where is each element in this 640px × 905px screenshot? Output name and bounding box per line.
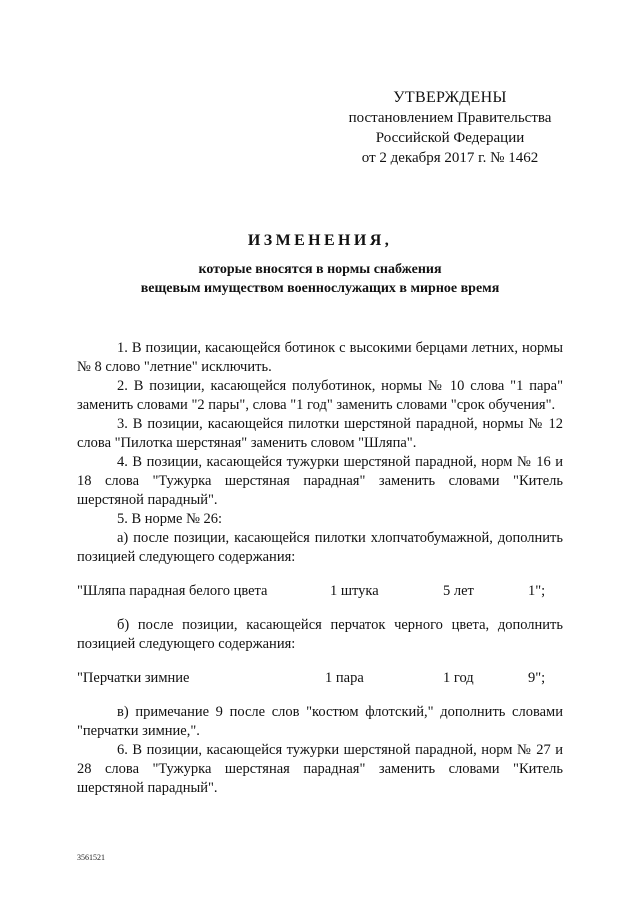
approval-line-2: Российской Федерации (375, 130, 525, 146)
document-body (77, 339, 563, 798)
row-gloves-qty: 1 пара (325, 670, 364, 686)
subtitle-line-1: которые вносятся в нормы снабжения (198, 262, 442, 277)
item-1: 1. В позиции, касающейся ботинок с высокими берцами летних, нормы № 8 слово "летние" исключить. (77, 340, 563, 375)
item-2: 2. В позиции, касающейся полуботинок, нормы № 10 слова "1 пара" заменить словами "2 пары", слова "1 год" заменить словами "срок обучения". (77, 378, 563, 413)
document-title: ИЗМЕНЕНИЯ, (247, 232, 393, 249)
document-code: 3561521 (77, 853, 105, 862)
approval-line-1: постановлением Правительства (348, 110, 552, 126)
document-subtitle (0, 260, 640, 298)
row-hat-term: 5 лет (443, 583, 474, 599)
item-6: 6. В позиции, касающейся тужурки шерстяной парадной, норм № 27 и 28 слова "Тужурка шерстяная парадная" заменить словами "Китель шерстяной парадный". (77, 742, 563, 796)
insert-row-hat (77, 582, 563, 601)
approval-line-3: от 2 декабря 2017 г. № 1462 (361, 150, 539, 166)
item-5c: в) примечание 9 после слов "костюм флотский," дополнить словами "перчатки зимние,". (77, 704, 563, 739)
row-gloves-note: 9"; (528, 670, 546, 686)
approval-block (320, 88, 580, 168)
item-5a: а) после позиции, касающейся пилотки хлопчатобумажной, дополнить позицией следующего содержания: (77, 530, 563, 565)
row-gloves-term: 1 год (443, 670, 474, 686)
approval-heading: УТВЕРЖДЕНЫ (393, 89, 507, 106)
row-gloves-name: "Перчатки зимние (77, 670, 190, 686)
row-hat-name: "Шляпа парадная белого цвета (77, 583, 268, 599)
row-hat-qty: 1 штука (330, 583, 379, 599)
item-5: 5. В норме № 26: (117, 511, 223, 527)
item-3: 3. В позиции, касающейся пилотки шерстяной парадной, нормы № 12 слова "Пилотка шерстяная" заменить словом "Шляпа". (77, 416, 563, 451)
item-5b: б) после позиции, касающейся перчаток черного цвета, дополнить позицией следующего содержания: (77, 617, 563, 652)
item-4: 4. В позиции, касающейся тужурки шерстяной парадной, норм № 16 и 18 слова "Тужурка шерстяная парадная" заменить словами "Китель шерстяной парадный". (77, 454, 563, 508)
subtitle-line-2: вещевым имуществом военнослужащих в мирное время (140, 281, 500, 296)
row-hat-note: 1"; (528, 583, 546, 599)
insert-row-gloves (77, 669, 563, 688)
